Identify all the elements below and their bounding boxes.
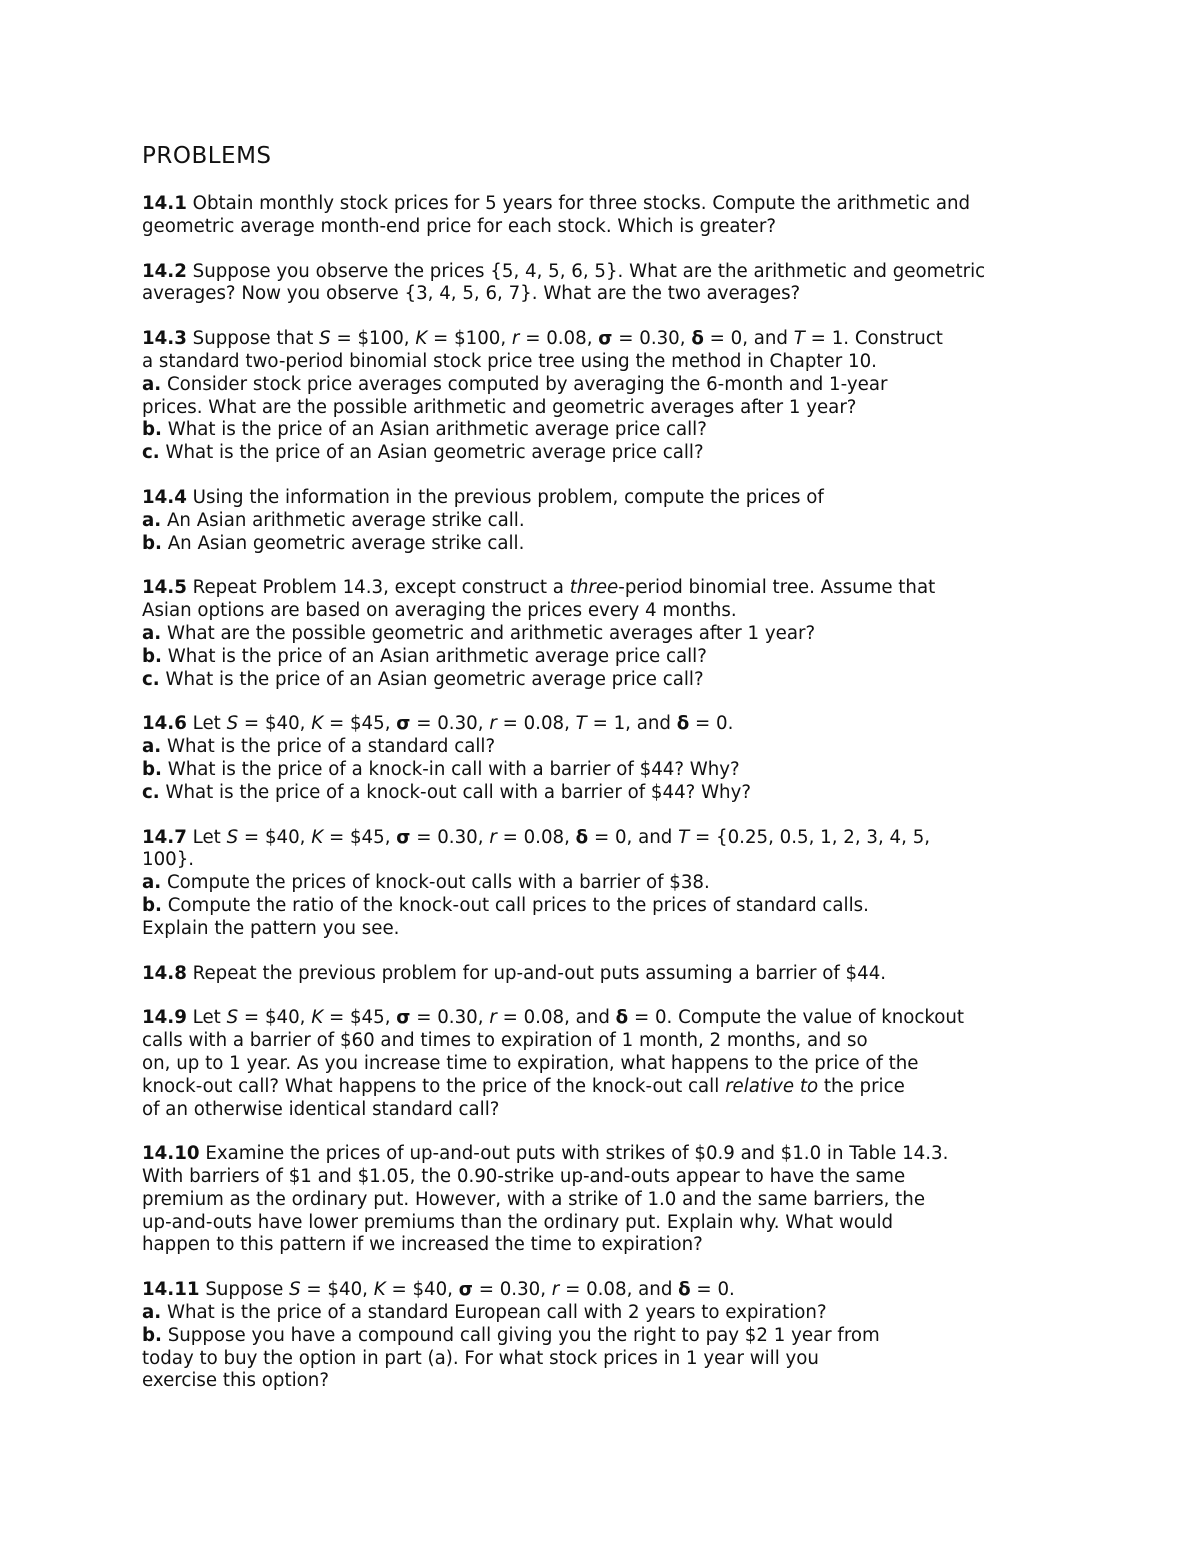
text-run: calls with a barrier of $60 and times to expiration of 1 month, 2 months, and so [142,1030,868,1052]
problem-text-line [142,1030,1102,1053]
text-run: With barriers of $1 and $1.05, the 0.90-strike up-and-outs appear to have the same [142,1166,906,1188]
text-run: Suppose [205,1279,290,1301]
problem-text-line [142,1053,1102,1076]
text-run: Repeat the previous problem for up-and-out puts assuming a barrier of $44. [192,962,887,984]
math-variable: relative to [725,1075,819,1097]
problem-text-line [142,510,1102,533]
text-run: = {0.25, 0.5, 1, 2, 3, 4, 5, [689,826,931,848]
text-run: = 0.30, [410,1007,490,1029]
math-variable: S [226,1007,239,1029]
problem-number: 14.3 [142,328,187,350]
text-run: Compute the ratio of the knock-out call prices to the prices of standard calls. [161,894,869,916]
subpart-label: b. [142,532,162,554]
text-run: today to buy the option in part (a). For what stock prices in 1 year will you [142,1347,819,1369]
problem-text-line [142,328,1102,351]
math-variable: T [793,328,805,350]
text-run: = $40, [300,1279,374,1301]
problem-text-line [142,1234,1102,1257]
text-run: = $40, [238,1007,312,1029]
text-run: Let [192,826,227,848]
subpart-label: a. [142,622,162,644]
text-run: = 1, and [586,713,677,735]
problem-number: 14.1 [142,193,187,214]
problem-text-line [142,487,1102,510]
subpart-label: a. [142,1302,162,1324]
text-run: = 1. Construct [804,328,943,350]
text-run: = 0. [690,1279,735,1301]
math-variable: three [569,577,619,599]
text-run: 100}. [142,849,195,871]
text-run: = 0. Compute the value of knockout [628,1007,965,1029]
text-run: Let [192,713,227,735]
math-variable: K [373,1279,386,1301]
math-variable: T [575,713,587,735]
problem-14-5 [142,577,1102,691]
problem-text-line [142,600,1102,623]
subpart-label: a. [142,872,162,894]
problem-14-4 [142,487,1102,555]
problem-number: 14.5 [142,577,187,599]
problem-text-line [142,533,1102,556]
subpart-label: b. [142,1324,162,1346]
text-run: = 0.30, [410,713,490,735]
problem-14-3 [142,328,1102,465]
subpart-label: a. [142,736,162,758]
math-variable: S [226,713,239,735]
text-run: on, up to 1 year. As you increase time to expiration, what happens to the price of the [142,1052,919,1074]
problem-text-line [142,1279,1102,1302]
text-run: = $45, [323,1007,397,1029]
problem-text-line [142,1166,1102,1189]
problem-14-11 [142,1279,1102,1393]
problem-text-line [142,759,1102,782]
problem-text-line [142,872,1102,895]
text-run: What are the possible geometric and arithmetic averages after 1 year? [161,622,816,644]
math-symbol: δ [678,1279,691,1301]
text-run: = $45, [323,826,397,848]
text-run: = 0, and [703,328,794,350]
math-variable: r [511,328,520,350]
math-symbol: σ [598,328,613,350]
problem-text-line [142,827,1102,850]
math-symbol: σ [396,713,411,735]
subpart-label: a. [142,509,162,531]
text-run: What is the price of a knock-in call with a barrier of $44? Why? [161,758,740,780]
math-symbol: δ [676,713,690,735]
text-run: happen to this pattern if we increased the time to expiration? [142,1234,703,1256]
text-run: premium as the ordinary put. However, with a strike of 1.0 and the same barriers, the [142,1188,926,1210]
problem-text-line [142,261,1102,284]
text-run: = $40, [385,1279,459,1301]
problem-text-line [142,736,1102,759]
problem-text-line [142,669,1102,692]
subpart-label: b. [142,419,162,441]
text-run: = 0, and [588,826,679,848]
text-run: Let [192,1007,227,1029]
text-run: = $100, [330,328,416,350]
text-run: a standard two-period binomial stock price tree using the method in Chapter 10. [142,350,877,372]
problem-text-line [142,1099,1102,1122]
problem-text-line [142,849,1102,872]
problem-number: 14.8 [142,962,187,984]
text-run: up-and-outs have lower premiums than the ordinary put. Explain why. What would [142,1211,894,1233]
math-variable: S [289,1279,301,1301]
subpart-label: b. [142,894,162,916]
problem-14-7 [142,827,1102,941]
text-run: What is the price of an Asian geometric average price call? [159,442,704,464]
text-run: What is the price of an Asian arithmetic average price call? [161,419,707,441]
text-run: What is the price of an Asian geometric average price call? [159,668,704,690]
problem-text-line [142,442,1102,465]
problem-14-9 [142,1007,1102,1121]
page-title: PROBLEMS [142,143,272,169]
text-run: of an otherwise identical standard call? [142,1098,500,1120]
text-run: Suppose you observe the prices {5, 4, 5, 6, 5}. What are the arithmetic and geometric [192,260,986,282]
text-run: Suppose that [192,328,320,350]
text-run: Suppose you have a compound call giving you the right to pay $2 1 year from [161,1324,880,1346]
problem-14-6 [142,713,1102,804]
problem-14-1 [142,193,1102,239]
text-run: Explain the pattern you see. [142,917,400,939]
subpart-label: c. [142,668,160,690]
problem-14-2 [142,261,1102,307]
text-run: prices. What are the possible arithmetic and geometric averages after 1 year? [142,396,857,418]
problem-text-line [142,1076,1102,1099]
text-run: What is the price of a standard call? [161,736,496,758]
problem-text-line [142,419,1102,442]
problem-text-line [142,1189,1102,1212]
text-run: -period binomial tree. Assume that [618,577,936,599]
text-run: = 0.30, [472,1279,552,1301]
math-symbol: σ [396,826,411,848]
problem-number: 14.11 [142,1279,200,1301]
text-run: knock-out call? What happens to the price of the knock-out call [142,1075,726,1097]
text-run: the price [818,1075,905,1097]
text-run: geometric average month-end price for each stock. Which is greater? [142,215,776,237]
math-variable: r [489,1007,497,1029]
problem-text-line [142,623,1102,646]
math-variable: K [311,1007,324,1029]
text-run: Asian options are based on averaging the prices every 4 months. [142,600,737,622]
text-run: Compute the prices of knock-out calls with a barrier of $38. [161,872,710,894]
text-run: What is the price of a standard European call with 2 years to expiration? [161,1302,827,1324]
problem-number: 14.10 [142,1143,200,1165]
math-symbol: σ [396,1007,411,1029]
problem-14-8 [142,963,1102,986]
math-variable: T [678,826,690,848]
problem-text-line [142,577,1102,600]
problem-text-line [142,351,1102,374]
problem-text-line [142,283,1102,306]
math-variable: K [311,826,324,848]
text-run: Repeat Problem 14.3, except construct a [192,577,570,599]
problem-list [142,193,1102,1415]
problem-text-line [142,918,1102,941]
text-run: Consider stock price averages computed by averaging the 6-month and 1-year [161,373,888,395]
text-run: exercise this option? [142,1370,329,1392]
problem-text-line [142,713,1102,736]
subpart-label: b. [142,645,162,667]
problem-text-line [142,646,1102,669]
math-symbol: δ [615,1007,629,1029]
math-variable: S [319,328,331,350]
math-variable: r [489,713,497,735]
text-run: = 0.08, and [559,1279,679,1301]
text-run: = 0.08, [519,328,599,350]
text-run: = $40, [238,713,312,735]
math-variable: K [415,328,428,350]
text-run: = 0. [689,713,734,735]
text-run: = 0.30, [410,826,490,848]
problem-text-line [142,374,1102,397]
problem-number: 14.6 [142,713,187,735]
math-variable: S [226,826,239,848]
text-run: = $100, [427,328,512,350]
math-variable: K [311,713,324,735]
text-run: An Asian geometric average strike call. [161,532,525,554]
problem-text-line [142,1370,1102,1393]
problem-text-line [142,1348,1102,1371]
problem-text-line [142,782,1102,805]
text-run: = 0.30, [612,328,692,350]
text-run: An Asian arithmetic average strike call. [161,509,525,531]
math-symbol: σ [458,1279,473,1301]
problem-text-line [142,963,1102,986]
subpart-label: a. [142,373,162,395]
problem-text-line [142,1007,1102,1030]
subpart-label: b. [142,758,162,780]
problem-number: 14.9 [142,1007,187,1029]
problem-text-line [142,1143,1102,1166]
problem-14-10 [142,1143,1102,1257]
subpart-label: c. [142,442,160,464]
text-run: Obtain monthly stock prices for 5 years for three stocks. Compute the arithmetic and [192,193,971,214]
text-run: = 0.08, and [496,1007,616,1029]
problem-number: 14.7 [142,826,187,848]
problem-number: 14.2 [142,260,187,282]
text-run: = 0.08, [496,713,576,735]
text-run: Using the information in the previous problem, compute the prices of [192,486,824,508]
problem-text-line [142,216,1102,239]
text-run: = $40, [238,826,312,848]
text-run: = 0.08, [496,826,576,848]
problem-text-line [142,1212,1102,1235]
math-variable: r [551,1279,560,1301]
math-variable: r [489,826,497,848]
text-run: averages? Now you observe {3, 4, 5, 6, 7}. What are the two averages? [142,283,801,305]
math-symbol: δ [691,328,704,350]
text-run: What is the price of an Asian arithmetic average price call? [161,645,707,667]
problem-text-line [142,193,1102,216]
text-run: = $45, [323,713,397,735]
text-run: What is the price of a knock-out call with a barrier of $44? Why? [159,781,752,803]
math-symbol: δ [575,826,589,848]
problem-text-line [142,397,1102,420]
text-run: Examine the prices of up-and-out puts with strikes of $0.9 and $1.0 in Table 14.3. [205,1143,949,1165]
problem-text-line [142,1302,1102,1325]
problem-text-line [142,1325,1102,1348]
subpart-label: c. [142,781,160,803]
problem-text-line [142,895,1102,918]
problem-number: 14.4 [142,486,187,508]
